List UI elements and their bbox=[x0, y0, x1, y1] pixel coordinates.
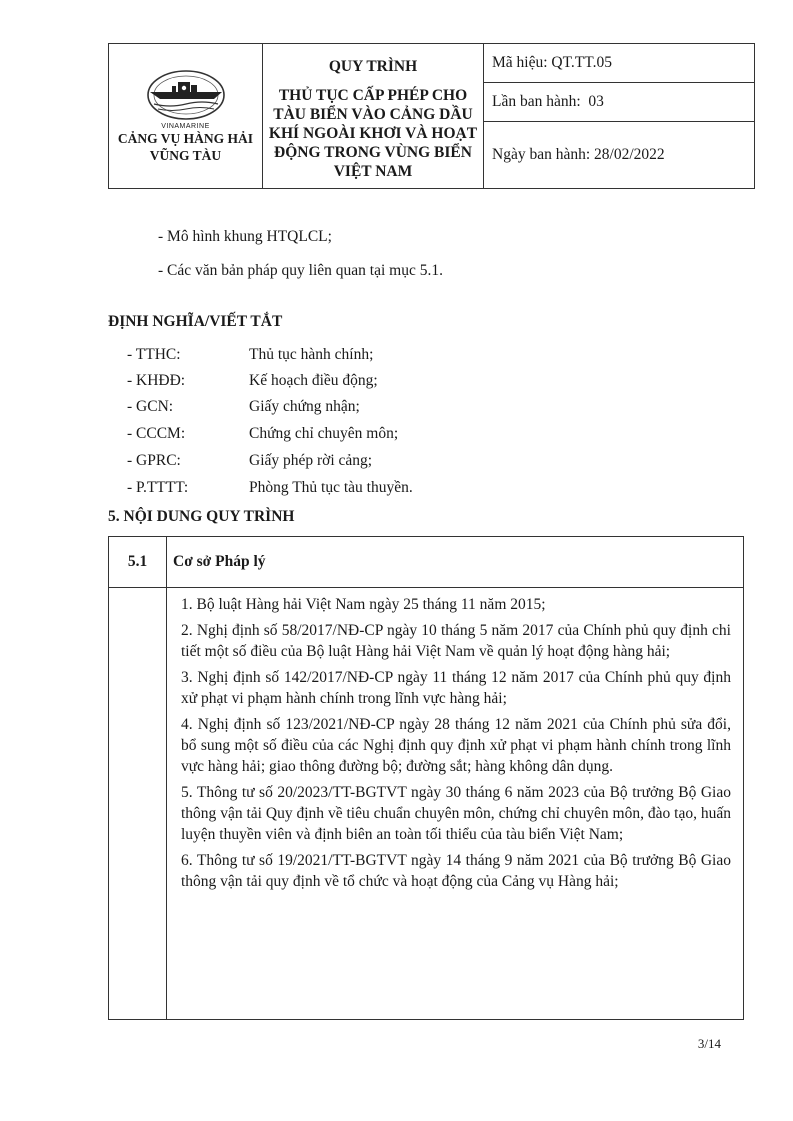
references-cell bbox=[167, 588, 744, 1020]
definitions-list bbox=[127, 346, 627, 506]
definition-text: Giấy phép rời cảng; bbox=[249, 452, 373, 469]
intro-item: - Các văn bản pháp quy liên quan tại mục 5.1. bbox=[158, 262, 443, 279]
document-header bbox=[108, 43, 755, 189]
empty-number-cell bbox=[109, 588, 167, 1020]
title-cell bbox=[263, 44, 484, 189]
org-tag: VINAMARINE bbox=[161, 123, 210, 130]
definition-abbr: - TTHC: bbox=[127, 346, 181, 363]
definition-abbr: - GPRC: bbox=[127, 452, 181, 469]
definition-text: Thủ tục hành chính; bbox=[249, 346, 374, 363]
reference-item: 2. Nghị định số 58/2017/NĐ-CP ngày 10 tháng 5 năm 2017 của Chính phủ quy định chi tiết một số điều của Bộ luật Hàng hải Việt Nam về quản lý hoạt động hàng hải; bbox=[181, 622, 731, 660]
issue-date-cell bbox=[484, 122, 755, 189]
definition-text: Giấy chứng nhận; bbox=[249, 398, 360, 415]
doc-title: THỦ TỤC CẤP PHÉP CHO TÀU BIỂN VÀO CẢNG DẦU KHÍ NGOÀI KHƠI VÀ HOẠT ĐỘNG TRONG VÙNG BIỂN VIỆT NAM bbox=[268, 87, 478, 180]
issue-number: Lần ban hành: 03 bbox=[492, 93, 604, 110]
definition-abbr: - P.TTTT: bbox=[127, 479, 189, 496]
org-cell bbox=[109, 44, 263, 189]
issue-no-cell bbox=[484, 83, 755, 122]
reference-item: 6. Thông tư số 19/2021/TT-BGTVT ngày 14 tháng 9 năm 2021 của Bộ trưởng Bộ Giao thông vận tải quy định về tổ chức và hoạt động của Cảng vụ Hàng hải; bbox=[181, 852, 731, 890]
reference-item: 1. Bộ luật Hàng hải Việt Nam ngày 25 tháng 11 năm 2015; bbox=[181, 596, 546, 613]
doc-code: Mã hiệu: QT.TT.05 bbox=[492, 54, 612, 71]
definition-text: Chứng chỉ chuyên môn; bbox=[249, 425, 399, 442]
code-cell bbox=[484, 44, 755, 83]
intro-list bbox=[158, 225, 443, 283]
section-heading: 5. NỘI DUNG QUY TRÌNH bbox=[108, 508, 295, 525]
definition-text: Phòng Thủ tục tàu thuyền. bbox=[249, 479, 413, 496]
section-number: 5.1 bbox=[109, 537, 167, 588]
intro-item: - Mô hình khung HTQLCL; bbox=[158, 228, 332, 245]
definitions-heading: ĐỊNH NGHĨA/VIẾT TẮT bbox=[108, 313, 283, 330]
reference-item: 3. Nghị định số 142/2017/NĐ-CP ngày 11 tháng 12 năm 2017 của Chính phủ quy định xử phạt vi phạm hành chính trong lĩnh vực hàng hải; bbox=[181, 669, 731, 707]
procedure-table bbox=[108, 536, 744, 1020]
definition-abbr: - GCN: bbox=[127, 398, 174, 415]
vinamarine-logo-icon bbox=[144, 68, 228, 122]
definition-abbr: - CCCM: bbox=[127, 425, 186, 442]
page-number: 3/14 bbox=[697, 1036, 721, 1051]
doc-type: QUY TRÌNH bbox=[328, 58, 418, 75]
section-label: Cơ sở Pháp lý bbox=[167, 537, 744, 588]
org-name-line-1: CẢNG VỤ HÀNG HẢI bbox=[117, 131, 254, 146]
issue-date: Ngày ban hành: 28/02/2022 bbox=[492, 146, 665, 163]
definition-text: Kế hoạch điều động; bbox=[249, 372, 378, 389]
org-name-line-2: VŨNG TÀU bbox=[149, 148, 222, 163]
reference-item: 4. Nghị định số 123/2021/NĐ-CP ngày 28 tháng 12 năm 2021 của Chính phủ sửa đổi, bổ sung một số điều của các Nghị định quy định xử phạt vi phạm hành chính trong lĩnh vực hàng hải; giao thông đường bộ; đường sắt; hàng không dân dụng. bbox=[181, 716, 731, 775]
reference-item: 5. Thông tư số 20/2023/TT-BGTVT ngày 30 tháng 6 năm 2023 của Bộ trưởng Bộ Giao thông vận tải Quy định về tiêu chuẩn chuyên môn, chứng chỉ chuyên môn, đào tạo, huấn luyện thuyền viên và định biên an toàn tối thiểu của tàu biển Việt Nam; bbox=[181, 784, 731, 843]
definition-abbr: - KHĐĐ: bbox=[127, 372, 186, 389]
